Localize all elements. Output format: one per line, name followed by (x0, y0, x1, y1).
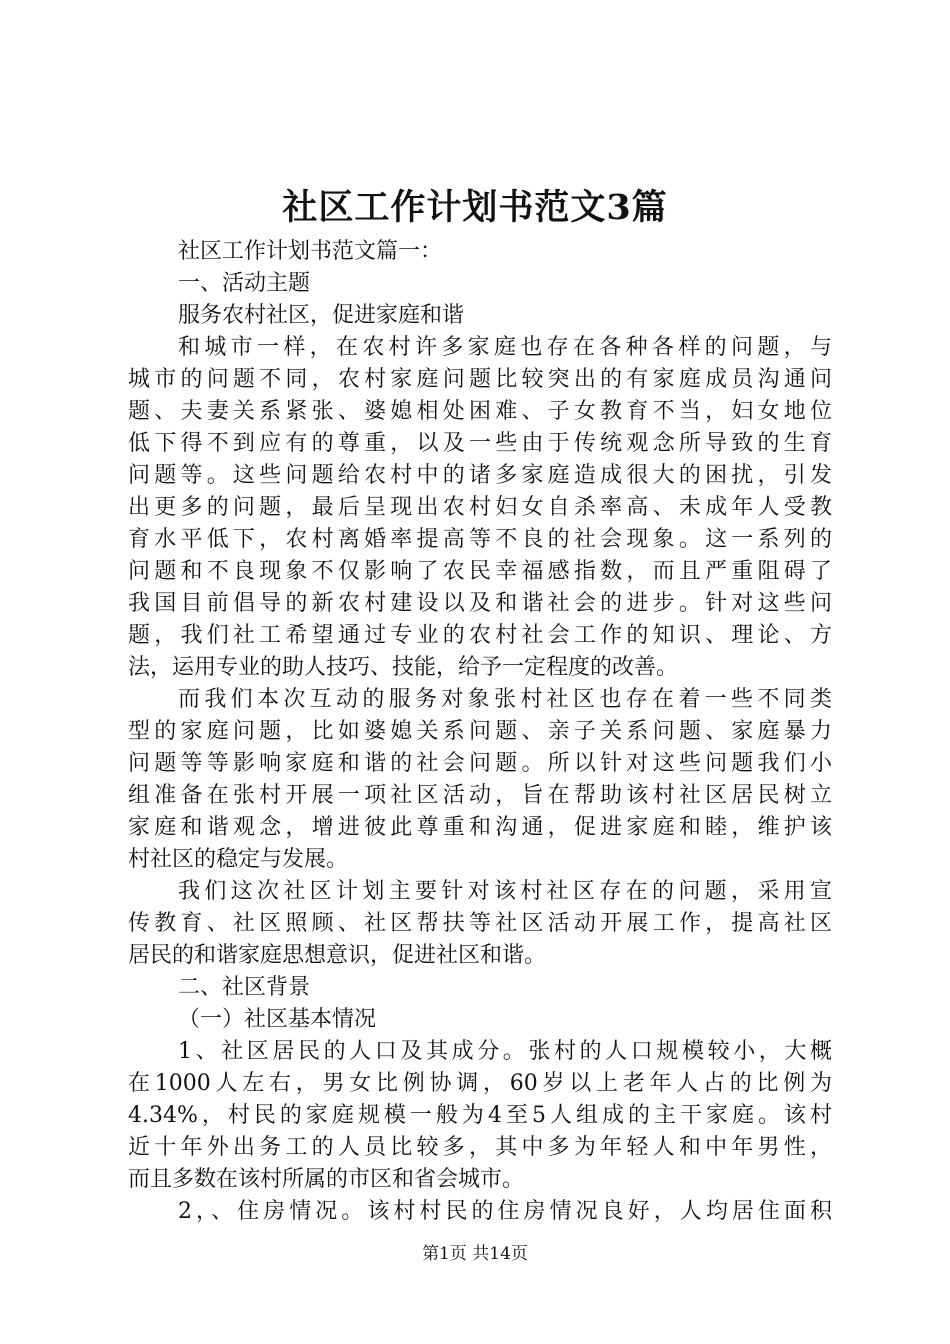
text-line: 型的家庭问题，比如婆媳关系问题、亲子关系问题、家庭暴力 (128, 719, 832, 744)
text-line: 我们这次社区计划主要针对该村社区存在的问题，采用宣 (178, 879, 832, 904)
text-line: 近十年外出务工的人员比较多，其中多为年轻人和中年男性， (128, 1135, 832, 1160)
text-line: 传教育、社区照顾、社区帮扶等社区活动开展工作，提高社区 (128, 911, 832, 936)
text-line: 社区工作计划书范文篇一： (178, 239, 443, 264)
text-line: 而且多数在该村所属的市区和省会城市。 (128, 1167, 525, 1192)
text-line: 题，我们社工希望通过专业的农村社会工作的知识、理论、方 (128, 623, 832, 648)
text-line: 法，运用专业的助人技巧、技能，给予一定程度的改善。 (128, 655, 679, 680)
text-line: 二、社区背景 (178, 975, 311, 1000)
text-line: 题、夫妻关系紧张、婆媳相处困难、子女教育不当，妇女地位 (128, 399, 832, 424)
text-line: 问题等等影响家庭和谐的社会问题。所以针对这些问题我们小 (128, 751, 832, 776)
text-line: 我国目前倡导的新农村建设以及和谐社会的进步。针对这些问 (128, 591, 832, 616)
text-line: 城市的问题不同，农村家庭问题比较突出的有家庭成员沟通问 (128, 367, 832, 392)
text-line: 1、社区居民的人口及其成分。张村的人口规模较小，大概 (178, 1039, 832, 1064)
text-line: （一）社区基本情况 (178, 1007, 377, 1032)
text-line: 家庭和谐观念，增进彼此尊重和沟通，促进家庭和睦，维护该 (128, 815, 832, 840)
text-line: 而我们本次互动的服务对象张村社区也存在着一些不同类 (178, 687, 832, 712)
text-line: 组准备在张村开展一项社区活动，旨在帮助该村社区居民树立 (128, 783, 832, 808)
text-line: 村社区的稳定与发展。 (128, 847, 349, 872)
text-line: 问题等。这些问题给农村中的诸多家庭造成很大的困扰，引发 (128, 463, 832, 488)
text-line: 在1000人左右，男女比例协调，60岁以上老年人占的比例为 (128, 1071, 832, 1096)
text-line: 服务农村社区，促进家庭和谐 (178, 303, 465, 328)
text-line: 低下得不到应有的尊重，以及一些由于传统观念所导致的生育 (128, 431, 832, 456)
page-footer: 第1页 共14页 (422, 1244, 528, 1264)
text-line: 出更多的问题，最后呈现出农村妇女自杀率高、未成年人受教 (128, 495, 832, 520)
text-line: 育水平低下，农村离婚率提高等不良的社会现象。这一系列的 (128, 527, 832, 552)
text-line: 4.34%，村民的家庭规模一般为4至5人组成的主干家庭。该村 (128, 1103, 832, 1128)
text-line: 和城市一样，在农村许多家庭也存在各种各样的问题，与 (178, 335, 832, 360)
document-body (128, 236, 832, 1228)
document-title: 社区工作计划书范文3篇 (282, 187, 668, 228)
text-line: 2，、住房情况。该村村民的住房情况良好，人均居住面积 (178, 1199, 832, 1224)
text-line: 一、活动主题 (178, 271, 311, 296)
text-line: 问题和不良现象不仅影响了农民幸福感指数，而且严重阻碍了 (128, 559, 832, 584)
text-line: 居民的和谐家庭思想意识，促进社区和谐。 (128, 943, 547, 968)
